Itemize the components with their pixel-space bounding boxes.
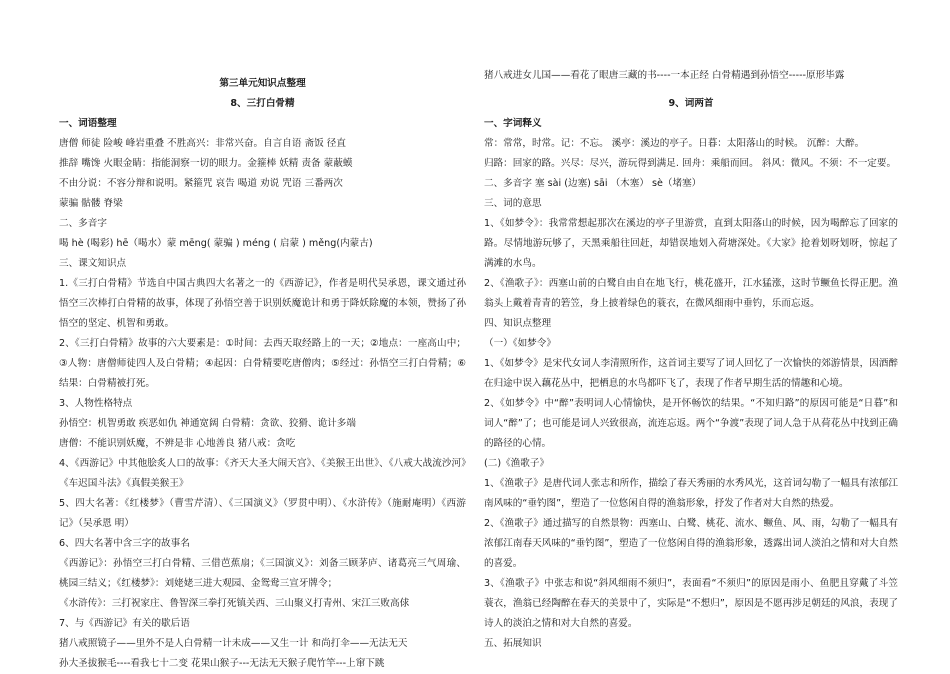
glossary-line: 归路：回家的路。兴尽：尽兴，游玩得到满足. 回舟：乘船而回。 斜风：微风。不须：不一定要。	[484, 158, 897, 169]
knowledge-item: 孙大圣拔猴毛----看我七十二变 花果山猴子---无法无天猴子爬竹竿---上窜下跳	[59, 658, 385, 669]
knowledge-heading: 四、知识点整理	[484, 318, 552, 329]
knowledge-paragraph: 3、《渔歌子》中张志和说“斜风细雨不须归”，表面看“不须归”的原因是雨小、鱼肥且穿戴了斗笠蓑衣，渔翁已经陶醉在春天的美景中了，实际是“不想归”，原因是不愿再涉足朝廷的风浪，表现了诗人的淡泊之情和对大自然的喜爱。	[484, 578, 898, 629]
polyphone-heading: 二、多音字	[59, 218, 107, 229]
right-column	[484, 66, 898, 654]
left-column	[59, 66, 466, 674]
knowledge-paragraph: 5、四大名著：《红楼梦》（曹雪芹清）、《三国演义》（罗贯中明）、《水浒传》（施耐庵明）《西游记》（吴承恩 明）	[59, 498, 466, 529]
knowledge-item: 孙悟空：机智勇敢 疾恶如仇 神通宽阔 白骨精：贪欲、狡猾、诡计多端	[59, 418, 356, 429]
glossary-heading: 一、字词释义	[484, 118, 542, 129]
knowledge-item: 3、人物性格特点	[59, 398, 133, 409]
meaning-heading: 三、词的意思	[484, 198, 542, 209]
knowledge-item: 猪八戒照镜子——里外不是人白骨精一计未成——又生一计 和尚打伞——无法无天	[59, 638, 408, 649]
knowledge-item: 7、与《西游记》有关的歇后语	[59, 618, 190, 629]
knowledge-paragraph: 1、《如梦令》是宋代女词人李清照所作，这首词主要写了词人回忆了一次愉快的郊游情景，因酒醉在归途中误入藕花丛中，把栖息的水鸟都吓飞了，表现了作者早期生活的情趣和心境。	[484, 358, 898, 389]
subheading-rumengling: （一）《如梦令》	[484, 338, 556, 349]
subheading-yugezi: (二)《渔歌子》	[484, 458, 550, 469]
polyphone-line: 二、多音字 塞 sài (边塞) sāi （木塞） sè（堵塞）	[484, 178, 702, 189]
knowledge-item: 唐僧：不能识别妖魔，不辨是非 心地善良 猪八戒：贪吃	[59, 438, 296, 449]
vocab-line: 蒙骗 骷髅 脊梁	[59, 198, 123, 209]
lesson-9-title: 9、词两首	[668, 98, 714, 109]
knowledge-paragraph: 2、《如梦令》中“醉”表明词人心情愉快，是开怀畅饮的结果。“不知归路”的原因可能是“日暮”和词人“醉”了；也可能是词人兴致很高，流连忘返。两个“争渡”表现了词人急于从荷花丛中找到正确的路径的心情。	[484, 398, 898, 449]
knowledge-paragraph: 2、《三打白骨精》故事的六大要素是：①时间：去西天取经路上的一天；②地点：一座高山中；③人物：唐僧师徒四人及白骨精；④起因：白骨精要吃唐僧肉；⑤经过：孙悟空三打白骨精；⑥结果：白骨精被打死。	[59, 338, 466, 389]
lesson-8-title: 8、三打白骨精	[230, 98, 295, 109]
unit-title: 第三单元知识点整理	[219, 78, 306, 89]
knowledge-paragraph: 1.《三打白骨精》节选自中国古典四大名著之一的《西游记》，作者是明代吴承恩，课文通过孙悟空三次棒打白骨精的故事，体现了孙悟空善于识别妖魔诡计和勇于降妖除魔的本领，赞扬了孙悟空的坚定、机智和勇敢。	[59, 278, 466, 329]
glossary-line: 常：常常，时常。记：不忘。 溪亭：溪边的亭子。日暮：太阳落山的时候。 沉醉：大醉。	[484, 138, 865, 149]
extension-heading: 五、拓展知识	[484, 638, 542, 649]
vocab-heading: 一、词语整理	[59, 118, 117, 129]
knowledge-item: 6、四大名著中含三字的故事名	[59, 538, 190, 549]
knowledge-paragraph: 《西游记》：孙悟空三打白骨精、三借芭蕉扇；《三国演义》：刘备三顾茅庐、诸葛亮三气周瑜、桃园三结义；《红楼梦》：刘姥姥三进大观园、金鸳鸯三宣牙牌令；	[59, 558, 466, 589]
meaning-paragraph: 2、《渔歌子》：西塞山前的白鹭自由自在地飞行，桃花盛开，江水猛涨，这时节鳜鱼长得正肥。渔翁头上戴着青青的箬笠，身上披着绿色的蓑衣，在微风细雨中垂钓，乐而忘返。	[484, 278, 898, 309]
vocab-line: 推辞 嘴馋 火眼金睛：指能洞察一切的眼力。金箍棒 妖精 责备 蒙蔽蟆	[59, 158, 353, 169]
continued-line: 猪八戒进女儿国——看花了眼唐三藏的书----一本正经 白骨精遇到孙悟空-----原形毕露	[484, 70, 845, 81]
vocab-line: 唐僧 师徒 险峻 峰岩重叠 不胜高兴：非常兴奋。自言自语 斋饭 径直	[59, 138, 346, 149]
knowledge-paragraph: 1、《渔歌子》是唐代词人张志和所作，描绘了春天秀丽的水秀风光，这首词勾勒了一幅具有浓郁江南风味的“垂钓图”，塑造了一位悠闲自得的渔翁形象，抒发了作者对大自然的热爱。	[484, 478, 898, 509]
meaning-paragraph: 1、《如梦令》：我常常想起那次在溪边的亭子里游赏，直到太阳落山的时候，因为喝醉忘了回家的路。尽情地游玩够了，天黑乘船往回赶，却错误地划入荷塘深处。《大家》抢着划呀划呀，惊起了满滩的水鸟。	[484, 218, 898, 269]
knowledge-paragraph: 4、《西游记》中其他脍炙人口的故事：《齐天大圣大闹天宫》、《美猴王出世》、《八戒大战流沙河》《车迟国斗法》《真假美猴王》	[59, 458, 466, 489]
knowledge-heading: 三、课文知识点	[59, 258, 127, 269]
vocab-line: 不由分说：不容分辩和说明。紧箍咒 哀告 喝道 劝说 咒语 三番两次	[59, 178, 343, 189]
knowledge-paragraph: 2、《渔歌子》通过描写的自然景物：西塞山、白鹭、桃花、流水、鳜鱼、风、雨，勾勒了一幅具有浓郁江南春天风味的“垂钓图”，塑造了一位悠闲自得的渔翁形象，透露出词人淡泊之情和对大自然的喜爱。	[484, 518, 898, 569]
knowledge-item: 《水浒传》：三打祝家庄、鲁智深三拳打死镇关西、三山聚义打青州、宋江三败高俅	[59, 598, 410, 609]
polyphone-line: 喝 hè (喝彩) hē（喝水）蒙 mēng( 蒙骗 ) méng ( 启蒙 ) měng(内蒙古)	[59, 238, 373, 249]
